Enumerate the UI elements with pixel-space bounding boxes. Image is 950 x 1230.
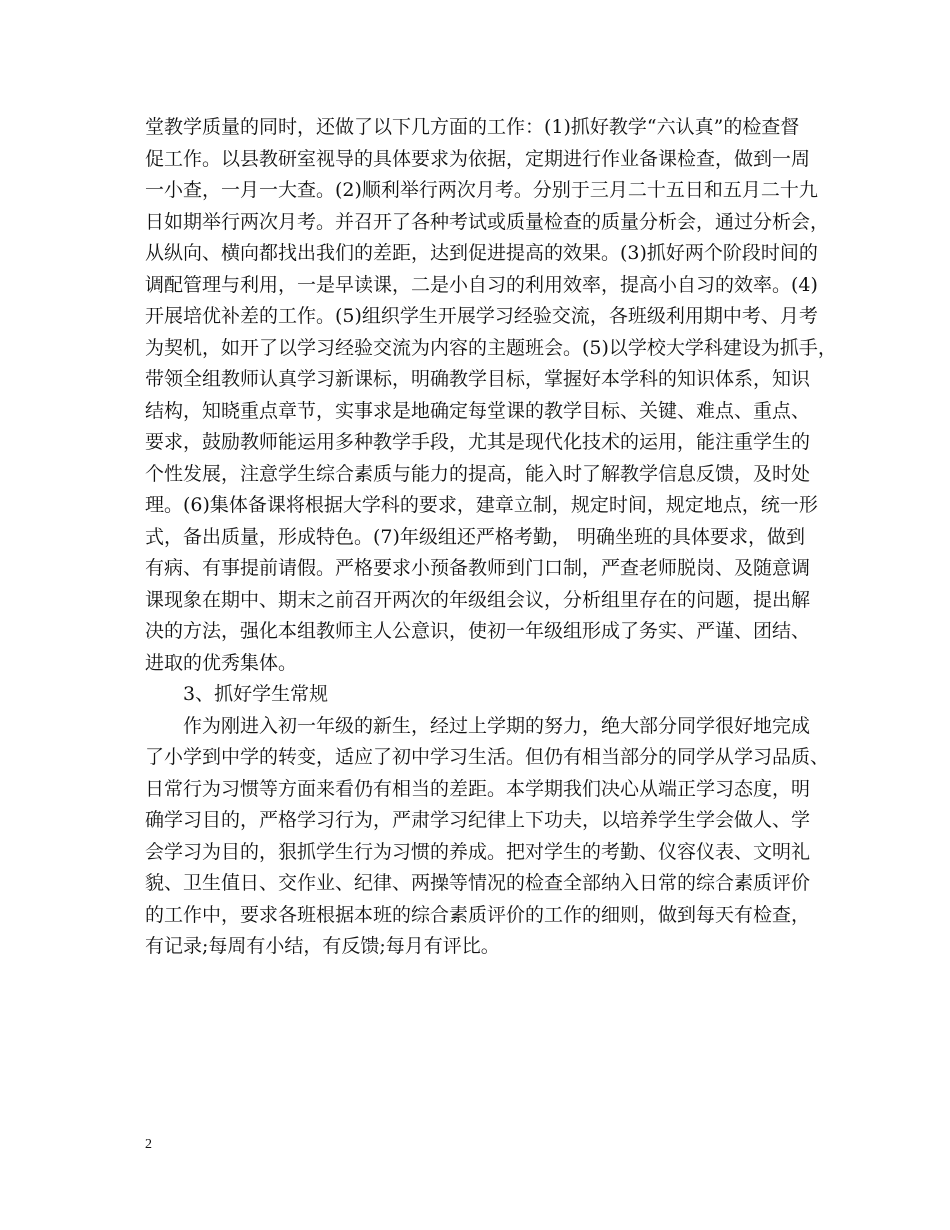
text-line: 一小查，一月一大查。(2)顺利举行两次月考。分别于三月二十五日和五月二十九 (145, 179, 818, 201)
text-line: 貌、卫生值日、交作业、纪律、两操等情况的检查全部纳入日常的综合素质评价 (145, 872, 811, 894)
text-line: 进取的优秀集体。 (145, 651, 298, 674)
text-line: 开展培优补差的工作。(5)组织学生开展学习经验交流，各班级利用期中考、月考 (145, 305, 818, 327)
text-line: 日如期举行两次月考。并召开了各种考试或质量检查的质量分析会，通过分析会， (145, 210, 830, 233)
text-line: 作为刚进入初一年级的新生，经过上学期的努力，绝大部分同学很好地完成 (145, 714, 811, 737)
text-line: 个性发展，注意学生综合素质与能力的提高，能入时了解教学信息反馈，及时处 (145, 462, 811, 485)
text-line: 会学习为目的，狠抓学生行为习惯的养成。把对学生的考勤、仪容仪表、文明礼 (145, 840, 811, 863)
text-line: 为契机，如开了以学习经验交流为内容的主题班会。(5)以学校大学科建设为抓手， (145, 336, 837, 359)
text-line: 决的方法，强化本组教师主人公意识，使初一年级组形成了务实、严谨、团结、 (145, 620, 811, 642)
text-line: 有记录;每周有小结，有反馈;每月有评比。 (145, 935, 500, 957)
text-line: 要求，鼓励教师能运用多种教学手段，尤其是现代化技术的运用，能注重学生的 (145, 431, 811, 453)
section-heading: 3、抓好学生常规 (145, 683, 329, 705)
text-line: 式，备出质量，形成特色。(7)年级组还严格考勤， 明确坐班的具体要求，做到 (145, 525, 805, 548)
text-line: 的工作中，要求各班根据本班的综合素质评价的工作的细则，做到每天有检查， (145, 903, 811, 926)
text-line: 从纵向、横向都找出我们的差距，达到促进提高的效果。(3)抓好两个阶段时间的 (145, 242, 818, 264)
text-line: 调配管理与利用，一是早读课，二是小自习的利用效率，提高小自习的效率。(4) (145, 273, 818, 296)
text-line: 结构，知晓重点章节，实事求是地确定每堂课的教学目标、关键、难点、重点、 (145, 399, 811, 422)
text-line: 理。(6)集体备课将根据大学科的要求，建章立制，规定时间，规定地点，统一形 (145, 494, 818, 516)
text-line: 有病、有事提前请假。严格要求小预备教师到门口制，严查老师脱岗、及随意调 (145, 557, 811, 579)
text-line: 促工作。以县教研室视导的具体要求为依据，定期进行作业备课检查，做到一周 (145, 147, 811, 170)
text-line: 确学习目的，严格学习行为，严肃学习纪律上下功夫，以培养学生学会做人、学 (145, 809, 811, 831)
body-text (145, 112, 837, 963)
text-line: 日常行为习惯等方面来看仍有相当的差距。本学期我们决心从端正学习态度，明 (145, 777, 811, 800)
text-line: 堂教学质量的同时，还做了以下几方面的工作：(1)抓好教学“六认真”的检查督 (145, 116, 800, 138)
text-line: 课现象在期中、期末之前召开两次的年级组会议，分析组里存在的问题，提出解 (145, 588, 811, 611)
text-line: 了小学到中学的转变，适应了初中学习生活。但仍有相当部分的同学从学习品质、 (145, 746, 830, 768)
text-line: 带领全组教师认真学习新课标，明确教学目标，掌握好本学科的知识体系，知识 (145, 368, 811, 390)
page-number: 2 (145, 1137, 152, 1152)
